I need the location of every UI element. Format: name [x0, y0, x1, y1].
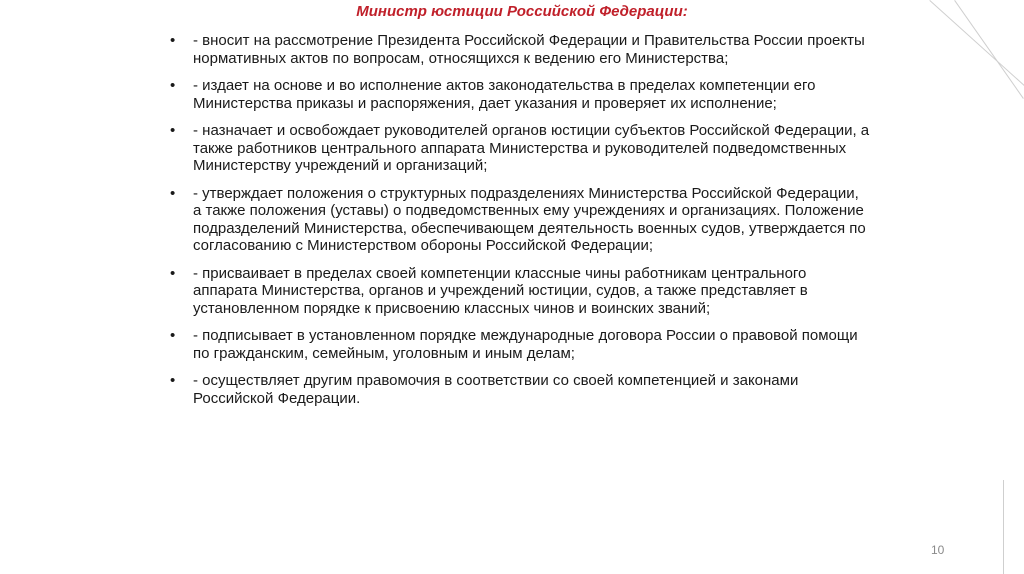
page-number: 10 — [931, 543, 945, 557]
bullet-icon: • — [170, 372, 176, 389]
list-item — [170, 327, 870, 362]
bullet-list — [170, 32, 870, 417]
bullet-icon: • — [170, 327, 176, 344]
list-item-text: - присваивает в пределах своей компетенции классные чины работникам центрального аппарата Министерства, органов и учреждений юстиции, судов, а также представляет в установленном порядке к присвоению классных чинов и воинских званий; — [193, 264, 808, 317]
bullet-icon: • — [170, 32, 176, 49]
list-item-text: - осуществляет другим правомочия в соответствии со своей компетенцией и законами Российской Федерации. — [193, 372, 799, 407]
list-item — [170, 185, 870, 255]
list-item-text: - издает на основе и во исполнение актов законодательства в пределах компетенции его Министерства приказы и распоряжения, дает указания и проверяет их исполнение; — [193, 77, 816, 112]
slide-title: Министр юстиции Российской Федерации: — [356, 3, 688, 20]
list-item — [170, 265, 870, 318]
bullet-icon: • — [170, 77, 176, 94]
list-item — [170, 372, 870, 407]
decorative-divider — [1003, 480, 1004, 574]
list-item — [170, 77, 870, 112]
bullet-icon: • — [170, 122, 176, 139]
bullet-icon: • — [170, 184, 176, 202]
list-item — [170, 122, 870, 175]
list-item-text: - назначает и освобождает руководителей органов юстиции субъектов Российской Федерации, а также работников центрального аппарата Министерства и руководителей подведомственных Министерству учреждений и организаций; — [193, 122, 870, 174]
list-item — [170, 32, 870, 67]
list-item-text: - подписывает в установленном порядке международные договора России о правовой помощи по гражданским, семейным, уголовным и иным делам; — [193, 327, 858, 362]
bullet-icon: • — [170, 264, 176, 282]
list-item-text: - вносит на рассмотрение Президента Российской Федерации и Правительства России проекты нормативных актов по вопросам, относящихся к ведению его Министерства; — [193, 32, 865, 67]
list-item-text: - утверждает положения о структурных подразделениях Министерства Российской Федерации, а также положения (уставы) о подведомственных ему учреждениях и организациях. Положение подразделений Министерства, обеспечивающем деятельность военных судов, утверждается по согласованию с Министерством обороны Российской Федерации; — [193, 184, 866, 254]
